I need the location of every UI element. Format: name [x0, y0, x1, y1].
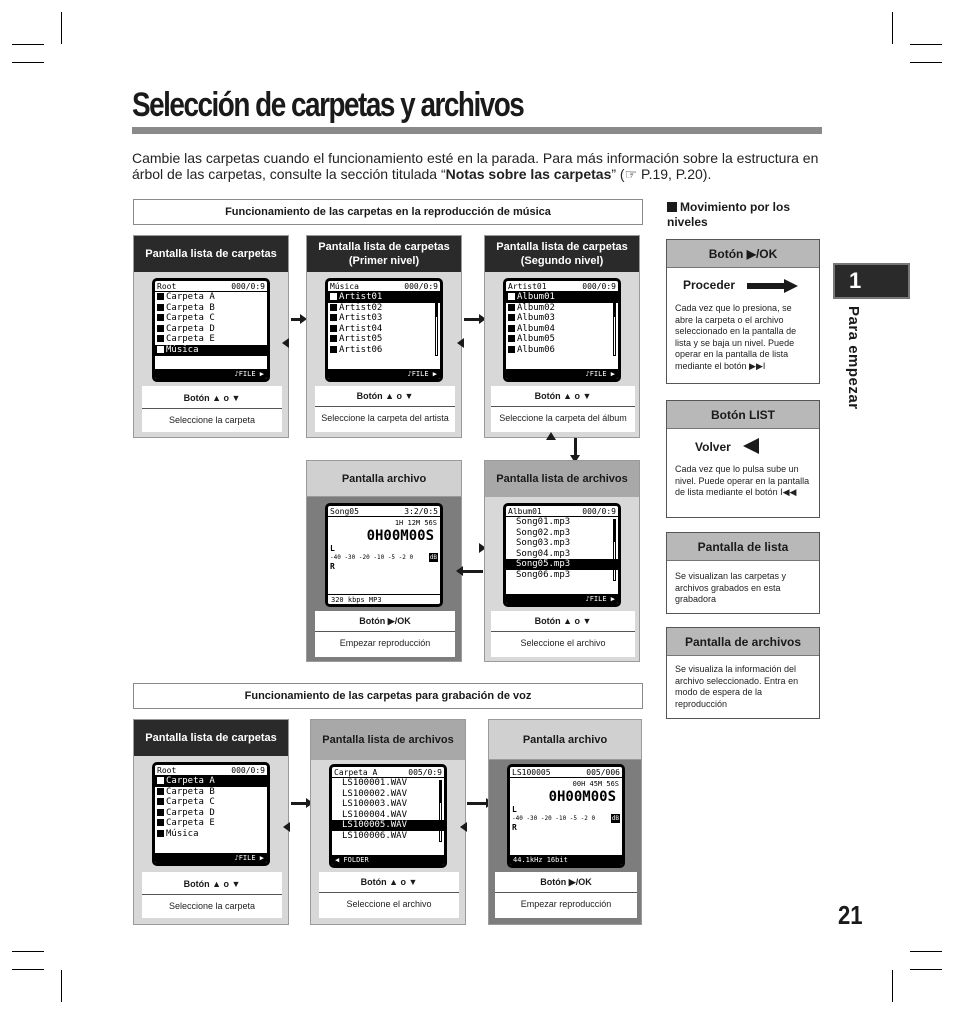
list-item: Música [166, 828, 199, 839]
left-channel: L [330, 544, 335, 553]
screen-footer: ♪FILE ▶ [328, 369, 440, 379]
button-description: Seleccione la carpeta del artista [321, 413, 449, 423]
list-item-selected: LS100005.WAV [332, 820, 444, 831]
arrow-back [282, 338, 289, 348]
box-head-prefix: Botón [708, 246, 744, 261]
screen-footer: 44.1kHz 16bit [510, 855, 622, 865]
button-description: Seleccione el archivo [346, 899, 432, 909]
intro-text-end: ” (☞ P.19, P.20). [611, 166, 712, 182]
screen-file-name: LS100005 [512, 768, 551, 777]
screen-footer: ♪FILE ▶ [155, 853, 267, 863]
lcd-screen [152, 278, 270, 382]
arrow-right-icon-head [784, 279, 798, 293]
chapter-tab: 1 [833, 263, 910, 299]
button-description: Seleccione la carpeta [168, 901, 256, 911]
panel-title: Pantalla archivo [307, 461, 461, 497]
list-item: Song04.mp3 [516, 548, 571, 559]
file-screen-description: Se visualiza la información del archivo seleccionado. Entra en modo de espera de la reproducción [675, 664, 799, 709]
lcd-screen [503, 503, 621, 607]
music-file-list-panel [484, 460, 640, 662]
level-meter-scale: -40 -30 -20 -10 -5 -2 0 [512, 815, 596, 822]
screen-folder-name: Root [157, 766, 177, 775]
arrow-back [283, 822, 290, 832]
screen-counter: 000/0:9 [582, 282, 616, 291]
folder-icon [157, 293, 164, 300]
crop-mark [12, 62, 44, 63]
list-item-selected: Album01 [517, 292, 555, 302]
crop-mark [12, 951, 44, 952]
panel-title: Pantalla archivo [489, 720, 641, 760]
list-item: Album04 [517, 323, 555, 334]
lcd-screen [325, 278, 443, 382]
proceed-info-box [666, 239, 820, 384]
music-artist-list-panel [306, 235, 462, 438]
lcd-screen [503, 278, 621, 382]
bullet-square-icon [667, 202, 677, 212]
box-head: Pantalla de archivos [667, 628, 819, 656]
folder-icon [508, 293, 515, 300]
folder-icon [157, 798, 164, 805]
list-item: Carpeta A [166, 292, 215, 302]
intro-paragraph [132, 150, 832, 182]
button-instruction [315, 386, 455, 432]
crop-mark [892, 970, 893, 1002]
folder-icon [330, 304, 337, 311]
list-item: Artist03 [339, 313, 383, 324]
list-item-selected: Carpeta A [166, 776, 215, 786]
folder-icon [508, 346, 515, 353]
button-description: Seleccione la carpeta [168, 415, 256, 425]
elapsed-time: 0H00M00S [366, 528, 434, 544]
title-underline [132, 127, 822, 134]
scrollbar [435, 294, 438, 356]
intro-reference: Notas sobre las carpetas [445, 166, 612, 182]
arrow-back [463, 570, 483, 573]
list-item: Artist02 [339, 302, 383, 313]
music-folder-list-panel [133, 235, 289, 438]
button-instruction [491, 611, 635, 657]
crop-mark [910, 62, 942, 63]
screen-footer: 320 kbps MP3 [328, 594, 440, 604]
divider [142, 408, 282, 409]
list-item: Carpeta D [166, 323, 215, 334]
lcd-screen [507, 764, 625, 868]
remaining-time: 1H 12M 56S [394, 519, 437, 527]
screen-counter: 3:2/0:5 [404, 507, 438, 516]
box-head-key: ▶/OK [746, 246, 778, 261]
crop-mark [910, 951, 942, 952]
list-item: Album06 [517, 344, 555, 355]
arrow-forward [291, 802, 307, 805]
button-description: Empezar reproducción [520, 899, 612, 909]
panel-title: Pantalla lista de carpetas [134, 720, 288, 756]
folder-icon [157, 819, 164, 826]
arrow-back-head [456, 566, 463, 576]
screen-footer: ♪FILE ▶ [506, 594, 618, 604]
panel-title: Pantalla lista de carpetas (Primer nivel) [307, 236, 461, 272]
list-item: LS100002.WAV [342, 788, 408, 799]
arrow-down [574, 438, 577, 456]
divider [491, 406, 635, 407]
lcd-screen [325, 503, 443, 607]
button-description: Seleccione la carpeta del álbum [499, 413, 627, 423]
proceed-label: Proceder [683, 278, 736, 292]
back-label: Volver [695, 440, 731, 454]
arrow-forward [467, 802, 487, 805]
folder-icon [157, 777, 164, 784]
music-file-panel [306, 460, 462, 662]
list-item: Carpeta B [166, 302, 215, 313]
list-item: LS100006.WAV [342, 830, 408, 841]
divider [315, 406, 455, 407]
screen-footer: ♪FILE ▶ [155, 369, 267, 379]
lcd-screen [329, 764, 447, 868]
voice-file-panel [488, 719, 642, 925]
button-label: Botón ▶/OK [540, 877, 592, 887]
crop-mark [12, 44, 44, 45]
list-screen-description: Se visualizan las carpetas y archivos grabados en esta grabadora [675, 571, 787, 604]
screen-folder-name: Root [157, 282, 177, 291]
chapter-label: Para empezar [845, 306, 862, 410]
list-item: LS100003.WAV [342, 799, 408, 810]
intro-text: Cambie las carpetas cuando el funcionamiento esté en la parada. Para más información sobre la estructura en árbol de las carpetas, consulte la sección titulada “ [132, 150, 819, 182]
elapsed-time: 0H00M00S [548, 789, 616, 805]
button-label: Botón ▲ o ▼ [183, 393, 241, 403]
folder-icon [330, 346, 337, 353]
button-label: Botón ▲ o ▼ [534, 616, 592, 626]
arrow-right-icon [747, 283, 785, 289]
button-description: Seleccione el archivo [520, 638, 606, 648]
folder-icon [157, 809, 164, 816]
list-item: Album02 [517, 302, 555, 313]
button-instruction [142, 872, 282, 918]
button-label: Botón ▶/OK [359, 616, 411, 626]
scrollbar [613, 294, 616, 356]
arrow-back [457, 338, 464, 348]
right-channel: R [512, 823, 517, 832]
button-instruction [319, 872, 459, 918]
button-label: Botón ▲ o ▼ [356, 391, 414, 401]
screen-counter: 000/0:9 [231, 282, 265, 291]
folder-icon [157, 304, 164, 311]
list-item: Song03.mp3 [516, 538, 571, 549]
arrow-back [460, 822, 467, 832]
voice-file-list-panel [310, 719, 466, 925]
proceed-description: Cada vez que lo presiona, se abre la carpeta o el archivo seleccionado en la pantalla de lista y se baja un nivel. Puede operar en la pantalla de lista mediante el botón ▶▶I [675, 303, 797, 371]
music-section-title: Funcionamiento de las carpetas en la reproducción de música [133, 199, 643, 225]
folder-icon [157, 335, 164, 342]
music-folder-icon [157, 346, 164, 353]
list-item: LS100004.WAV [342, 809, 408, 820]
list-item: Artist06 [339, 344, 383, 355]
screen-folder-name: Artist01 [508, 282, 547, 291]
list-item: Album05 [517, 334, 555, 345]
divider [319, 892, 459, 893]
right-channel: R [330, 562, 335, 571]
voice-folder-list-panel [133, 719, 289, 925]
remaining-time: 00H 45M 56S [572, 780, 619, 788]
list-item-selected: Artist01 [339, 292, 383, 302]
list-item: Song06.mp3 [516, 569, 571, 580]
box-head-prefix: Botón [711, 407, 746, 422]
left-channel: L [512, 805, 517, 814]
folder-icon [330, 325, 337, 332]
button-instruction [142, 386, 282, 432]
screen-footer: ♪FILE ▶ [506, 369, 618, 379]
screen-counter: 000/0:9 [582, 507, 616, 516]
button-label: Botón ▲ o ▼ [183, 879, 241, 889]
list-item: Song02.mp3 [516, 527, 571, 538]
db-label: dB [429, 554, 437, 561]
screen-counter: 005/006 [586, 768, 620, 777]
crop-mark [910, 44, 942, 45]
folder-icon [157, 788, 164, 795]
divider [491, 631, 635, 632]
list-screen-info-box [666, 532, 820, 614]
box-head-key: LIST [749, 407, 775, 422]
folder-icon [508, 335, 515, 342]
level-meter-scale: -40 -30 -20 -10 -5 -2 0 [330, 554, 414, 561]
crop-mark [892, 12, 893, 44]
db-label: dB [611, 815, 619, 822]
list-item-selected: Song05.mp3 [506, 559, 618, 570]
crop-mark [910, 969, 942, 970]
crop-mark [61, 970, 62, 1002]
screen-counter: 000/0:9 [404, 282, 438, 291]
button-instruction [495, 872, 637, 918]
arrow-left-icon [743, 438, 759, 454]
folder-icon [508, 304, 515, 311]
list-item: Artist04 [339, 323, 383, 334]
levels-heading [667, 200, 817, 230]
list-item: Carpeta C [166, 313, 215, 324]
screen-footer: ◀ FOLDER [332, 855, 444, 865]
music-folder-icon [157, 830, 164, 837]
folder-icon [508, 325, 515, 332]
panel-title: Pantalla lista de carpetas (Segundo nivel) [485, 236, 639, 272]
music-album-list-panel [484, 235, 640, 438]
page-number: 21 [838, 900, 863, 930]
button-instruction [491, 386, 635, 432]
crop-mark [61, 12, 62, 44]
divider [315, 631, 455, 632]
folder-icon [157, 325, 164, 332]
divider [142, 894, 282, 895]
folder-icon [157, 314, 164, 321]
voice-section-title: Funcionamiento de las carpetas para grabación de voz [133, 683, 643, 709]
list-item: Carpeta E [166, 334, 215, 345]
list-item: LS100001.WAV [342, 778, 408, 788]
divider [495, 892, 637, 893]
screen-file-name: Song05 [330, 507, 359, 516]
back-info-box [666, 400, 820, 518]
levels-heading-text: Movimiento por los niveles [667, 200, 791, 229]
arrow-forward [464, 318, 480, 321]
crop-mark [12, 969, 44, 970]
list-item-selected: Música [166, 344, 199, 355]
button-label: Botón ▲ o ▼ [360, 877, 418, 887]
list-item: Album03 [517, 313, 555, 324]
list-item: Carpeta E [166, 818, 215, 829]
back-description: Cada vez que lo pulsa sube un nivel. Puede operar en la pantalla de lista mediante el botón I◀◀ [675, 464, 810, 497]
screen-counter: 000/0:9 [231, 766, 265, 775]
panel-title: Pantalla lista de archivos [485, 461, 639, 497]
file-screen-info-box [666, 627, 820, 719]
folder-icon [330, 335, 337, 342]
button-instruction [315, 611, 455, 657]
folder-icon [508, 314, 515, 321]
list-item: Song01.mp3 [516, 517, 571, 527]
list-item: Artist05 [339, 334, 383, 345]
arrow-up [546, 432, 556, 440]
folder-icon [330, 293, 337, 300]
list-item: Carpeta C [166, 797, 215, 808]
panel-title: Pantalla lista de archivos [311, 720, 465, 760]
screen-folder-name: Album01 [508, 507, 542, 516]
screen-counter: 005/0:9 [408, 768, 442, 777]
list-item: Carpeta B [166, 786, 215, 797]
scrollbar [439, 780, 442, 842]
panel-title: Pantalla lista de carpetas [134, 236, 288, 272]
folder-icon [330, 314, 337, 321]
page-title: Selección de carpetas y archivos [132, 86, 524, 124]
button-description: Empezar reproducción [339, 638, 431, 648]
lcd-screen [152, 762, 270, 866]
list-item: Carpeta D [166, 807, 215, 818]
button-label: Botón ▲ o ▼ [534, 391, 592, 401]
scrollbar [613, 519, 616, 581]
screen-folder-name: Música [330, 282, 359, 291]
screen-folder-name: Carpeta A [334, 768, 378, 777]
box-head: Pantalla de lista [667, 533, 819, 561]
